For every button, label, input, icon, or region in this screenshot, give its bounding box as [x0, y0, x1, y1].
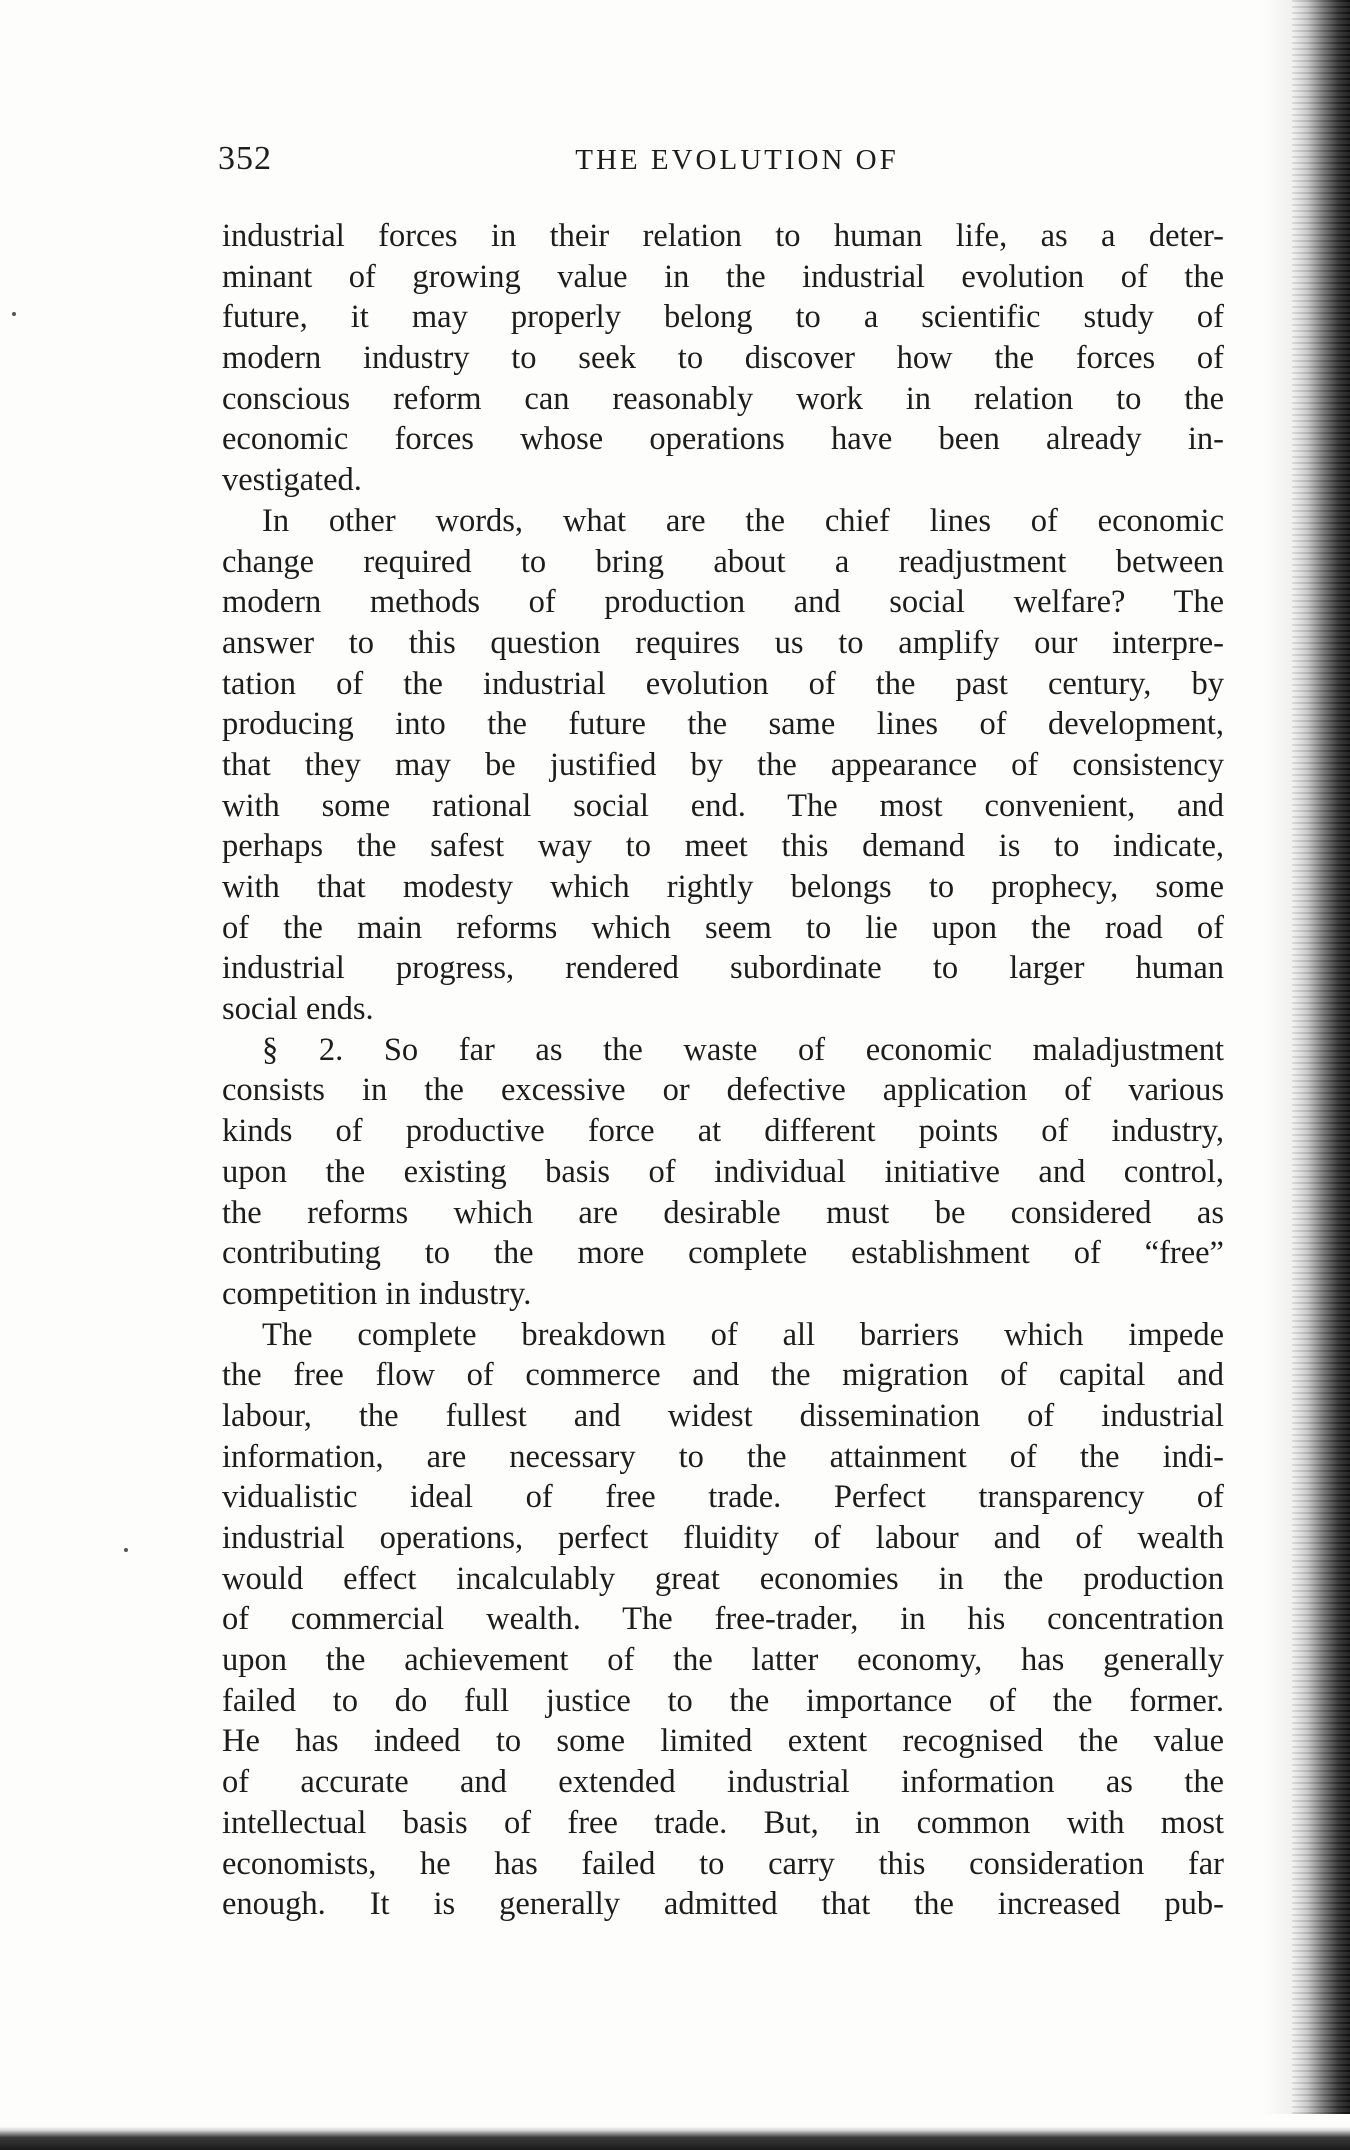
text-line: change required to bring about a readjustment between: [222, 543, 1224, 580]
text-line: upon the existing basis of individual initiative and control,: [222, 1153, 1224, 1190]
text-line: economic forces whose operations have been already in-: [222, 421, 1224, 458]
text-line: information, are necessary to the attainment of the indi-: [222, 1438, 1224, 1475]
text-line: tation of the industrial evolution of the past century, by: [222, 665, 1224, 702]
text-line: modern industry to seek to discover how the forces of: [222, 340, 1224, 377]
text-line: upon the achievement of the latter economy, has generally: [222, 1642, 1224, 1679]
text-line: industrial forces in their relation to human life, as a deter-: [222, 218, 1224, 254]
text-line: labour, the fullest and widest dissemination of industrial: [222, 1397, 1224, 1434]
text-line: of accurate and extended industrial information as the: [222, 1764, 1224, 1801]
text-line: vidualistic ideal of free trade. Perfect transparency of: [222, 1479, 1224, 1516]
text-line: economists, he has failed to carry this consideration far: [222, 1845, 1224, 1882]
text-line: of the main reforms which seem to lie upon the road of: [222, 909, 1224, 946]
text-line: intellectual basis of free trade. But, in common with most: [222, 1804, 1224, 1841]
text-line: the reforms which are desirable must be considered as: [222, 1194, 1224, 1231]
page-number: 352: [218, 140, 272, 177]
page-header: [218, 140, 1220, 180]
text-line: with some rational social end. The most convenient, and: [222, 787, 1224, 824]
binding-shadow: [1262, 0, 1292, 2150]
scan-bottom-edge: [0, 2114, 1350, 2150]
text-line: kinds of productive force at different points of industry,: [222, 1113, 1224, 1150]
text-line: minant of growing value in the industrial evolution of the: [222, 258, 1224, 295]
text-line: modern methods of production and social welfare? The: [222, 584, 1224, 621]
text-line: competition in industry.: [222, 1275, 532, 1312]
text-line: failed to do full justice to the importance of the former.: [222, 1682, 1224, 1719]
text-line: the free flow of commerce and the migration of capital and: [222, 1357, 1224, 1394]
running-title: THE EVOLUTION OF: [575, 144, 899, 176]
text-line: contributing to the more complete establishment of “free”: [222, 1235, 1224, 1272]
text-line: producing into the future the same lines of development,: [222, 706, 1224, 743]
book-binding-edge: [1292, 0, 1350, 2150]
scan-speck: [12, 312, 16, 316]
text-line: industrial operations, perfect fluidity of labour and of wealth: [222, 1520, 1224, 1556]
text-line: conscious reform can reasonably work in relation to the: [222, 380, 1224, 417]
text-line: future, it may properly belong to a scientific study of: [222, 299, 1224, 336]
body-text: [222, 216, 1224, 1925]
text-line: of commercial wealth. The free-trader, in his concentration: [222, 1601, 1224, 1638]
paragraph-start-line: In other words, what are the chief lines of economic: [262, 502, 1224, 539]
scan-speck: [124, 1548, 128, 1552]
text-line: industrial progress, rendered subordinate to larger human: [222, 950, 1224, 987]
text-line: that they may be justified by the appearance of consistency: [222, 746, 1224, 783]
text-line: answer to this question requires us to amplify our interpre-: [222, 624, 1224, 661]
text-line: enough. It is generally admitted that the increased pub-: [222, 1886, 1224, 1923]
text-line: He has indeed to some limited extent recognised the value: [222, 1723, 1224, 1760]
text-line: perhaps the safest way to meet this demand is to indicate,: [222, 828, 1224, 865]
text-line: with that modesty which rightly belongs to prophecy, some: [222, 869, 1224, 905]
text-line: vestigated.: [222, 462, 362, 499]
text-line: would effect incalculably great economies in the production: [222, 1560, 1224, 1597]
text-line: consists in the excessive or defective application of various: [222, 1072, 1224, 1109]
section-start-line: § 2. So far as the waste of economic maladjustment: [262, 1031, 1224, 1068]
text-line: social ends.: [222, 991, 374, 1028]
paragraph-start-line: The complete breakdown of all barriers which impede: [262, 1316, 1224, 1353]
